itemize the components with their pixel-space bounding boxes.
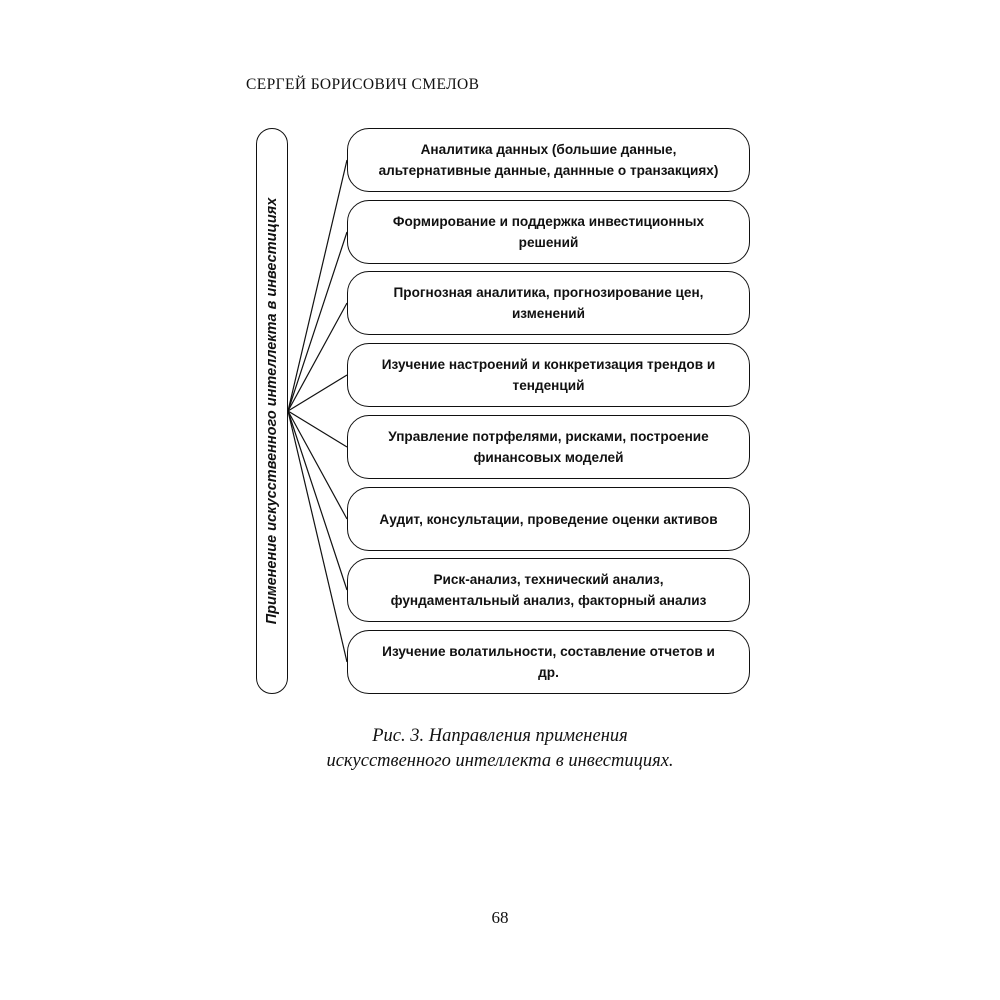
- figure-caption: [250, 724, 750, 774]
- leaf-node-line: финансовых моделей: [473, 450, 624, 465]
- root-node-label: Применение искусственного интеллекта в инвестициях: [264, 197, 280, 625]
- figure-caption-line: искусственного интеллекта в инвестициях.: [326, 751, 674, 771]
- leaf-node-line: др.: [538, 665, 559, 680]
- leaf-node-text: [382, 641, 715, 683]
- connector-line-4: [288, 375, 347, 411]
- leaf-node-1: [347, 128, 750, 192]
- connector-line-1: [288, 160, 347, 411]
- leaf-node-text: [388, 426, 708, 468]
- leaf-node-line: Управление потрфелями, рисками, построение: [388, 429, 709, 444]
- leaf-node-line: Аудит, консультации, проведение оценки активов: [379, 511, 718, 527]
- leaf-node-text: [379, 509, 717, 530]
- leaf-node-text: [391, 569, 707, 611]
- leaf-node-text: [394, 282, 704, 324]
- page-number: 68: [491, 908, 509, 927]
- leaf-node-line: фундаментальный анализ, факторный анализ: [390, 593, 707, 608]
- leaf-node-line: Прогнозная аналитика, прогнозирование цен,: [393, 285, 704, 300]
- leaf-node-2: [347, 200, 750, 264]
- leaf-node-line: Аналитика данных (большие данные,: [420, 142, 677, 157]
- leaf-node-text: [382, 354, 715, 396]
- leaf-node-line: Формирование и поддержка инвестиционных: [392, 214, 705, 229]
- leaf-node-5: [347, 415, 750, 479]
- leaf-node-line: тенденций: [512, 378, 585, 393]
- leaf-node-line: Изучение настроений и конкретизация трендов и: [381, 357, 716, 372]
- leaf-node-line: изменений: [511, 306, 586, 321]
- leaf-node-6: [347, 487, 750, 551]
- connector-line-5: [288, 411, 347, 447]
- running-head: СЕРГЕЙ БОРИСОВИЧ СМЕЛОВ: [246, 76, 480, 93]
- leaf-node-7: [347, 558, 750, 622]
- leaf-node-4: [347, 343, 750, 407]
- leaf-node-line: решений: [518, 235, 579, 250]
- connector-line-3: [288, 303, 347, 411]
- connector-line-6: [288, 411, 347, 519]
- leaf-node-8: [347, 630, 750, 694]
- connector-line-8: [288, 411, 347, 662]
- leaf-node-text: [379, 139, 719, 181]
- leaf-node-line: Изучение волатильности, составление отчетов и: [382, 644, 715, 659]
- leaf-node-text: [393, 211, 704, 253]
- connector-line-2: [288, 232, 347, 411]
- leaf-node-line: альтернативные данные, даннные о транзакциях): [378, 163, 719, 178]
- root-node: [256, 128, 288, 694]
- connector-line-7: [288, 411, 347, 590]
- leaf-node-line: Риск-анализ, технический анализ,: [433, 572, 664, 587]
- figure-caption-line: Рис. 3. Направления применения: [372, 726, 628, 746]
- leaf-node-3: [347, 271, 750, 335]
